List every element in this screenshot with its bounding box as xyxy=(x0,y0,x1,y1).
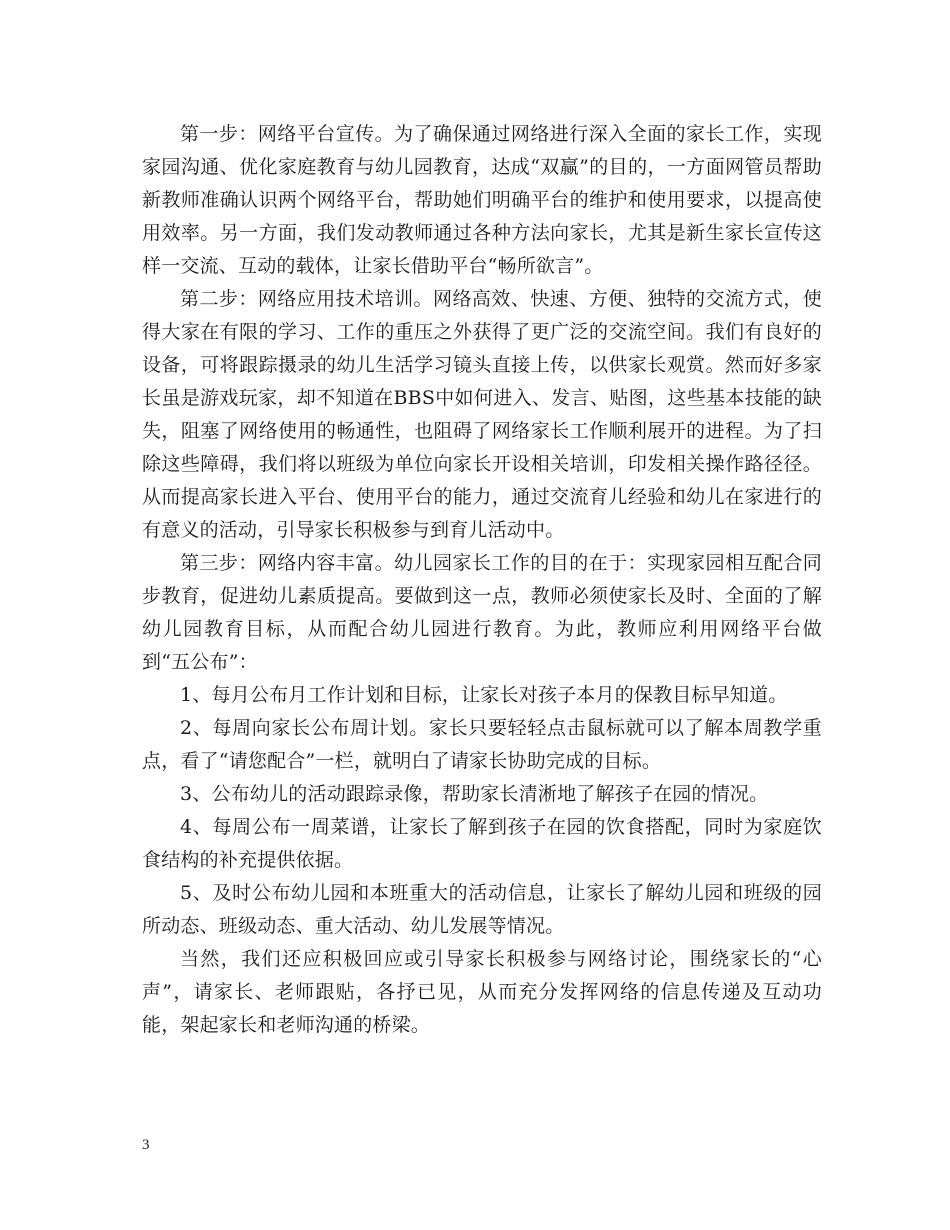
list-item-monthly-plan: 1、每月公布月工作计划和目标，让家长对孩子本月的保教目标早知道。 xyxy=(180,684,788,706)
page-number: 3 xyxy=(142,1137,150,1153)
document-body xyxy=(142,118,822,1042)
paragraph-step-one: 第一步：网络平台宣传。为了确保通过网络进行深入全面的家长工作，实现家园沟通、优化家庭教育与幼儿园教育，达成“双赢”的目的，一方面网管员帮助新教师准确认识两个网络平台，帮助她们明确平台的维护和使用要求，以提高使用效率。另一方面，我们发动教师通过各种方法向家长，尤其是新生家长宣传这样一交流、互动的载体，让家长借助平台“畅所欲言”。 xyxy=(142,123,822,277)
paragraph-step-two: 第二步：网络应用技术培训。网络高效、快速、方便、独特的交流方式，使得大家在有限的学习、工作的重压之外获得了更广泛的交流空间。我们有良好的设备，可将跟踪摄录的幼儿生活学习镜头直接上传，以供家长观赏。然而好多家长虽是游戏玩家，却不知道在BBS中如何进入、发言、贴图，这些基本技能的缺失，阻塞了网络使用的畅通性，也阻碍了网络家长工作顺利展开的进程。为了扫除这些障碍，我们将以班级为单位向家长开设相关培训，印发相关操作路径径。从而提高家长进入平台、使用平台的能力，通过交流育儿经验和幼儿在家进行的有意义的活动，引导家长积极参与到育儿活动中。 xyxy=(142,288,822,541)
list-item-weekly-menu: 4、每周公布一周菜谱，让家长了解到孩子在园的饮食搭配，同时为家庭饮食结构的补充提供依据。 xyxy=(142,816,822,871)
list-item-activity-info: 5、及时公布幼儿园和本班重大的活动信息，让家长了解幼儿园和班级的园所动态、班级动态、重大活动、幼儿发展等情况。 xyxy=(142,882,822,937)
list-item-weekly-plan: 2、每周向家长公布周计划。家长只要轻轻点击鼠标就可以了解本周教学重点，看了“请您配合”一栏，就明白了请家长协助完成的目标。 xyxy=(142,717,822,772)
paragraph-step-three: 第三步：网络内容丰富。幼儿园家长工作的目的在于：实现家园相互配合同步教育，促进幼儿素质提高。要做到这一点，教师必须使家长及时、全面的了解幼儿园教育目标，从而配合幼儿园进行教育。为此，教师应利用网络平台做到“五公布”： xyxy=(142,552,822,673)
list-item-activity-video: 3、公布幼儿的活动跟踪录像，帮助家长清淅地了解孩子在园的情况。 xyxy=(180,783,769,805)
paragraph-conclusion: 当然，我们还应积极回应或引导家长积极参与网络讨论，围绕家长的“心声”，请家长、老师跟贴，各抒已见，从而充分发挥网络的信息传递及互动功能，架起家长和老师沟通的桥梁。 xyxy=(142,948,822,1036)
